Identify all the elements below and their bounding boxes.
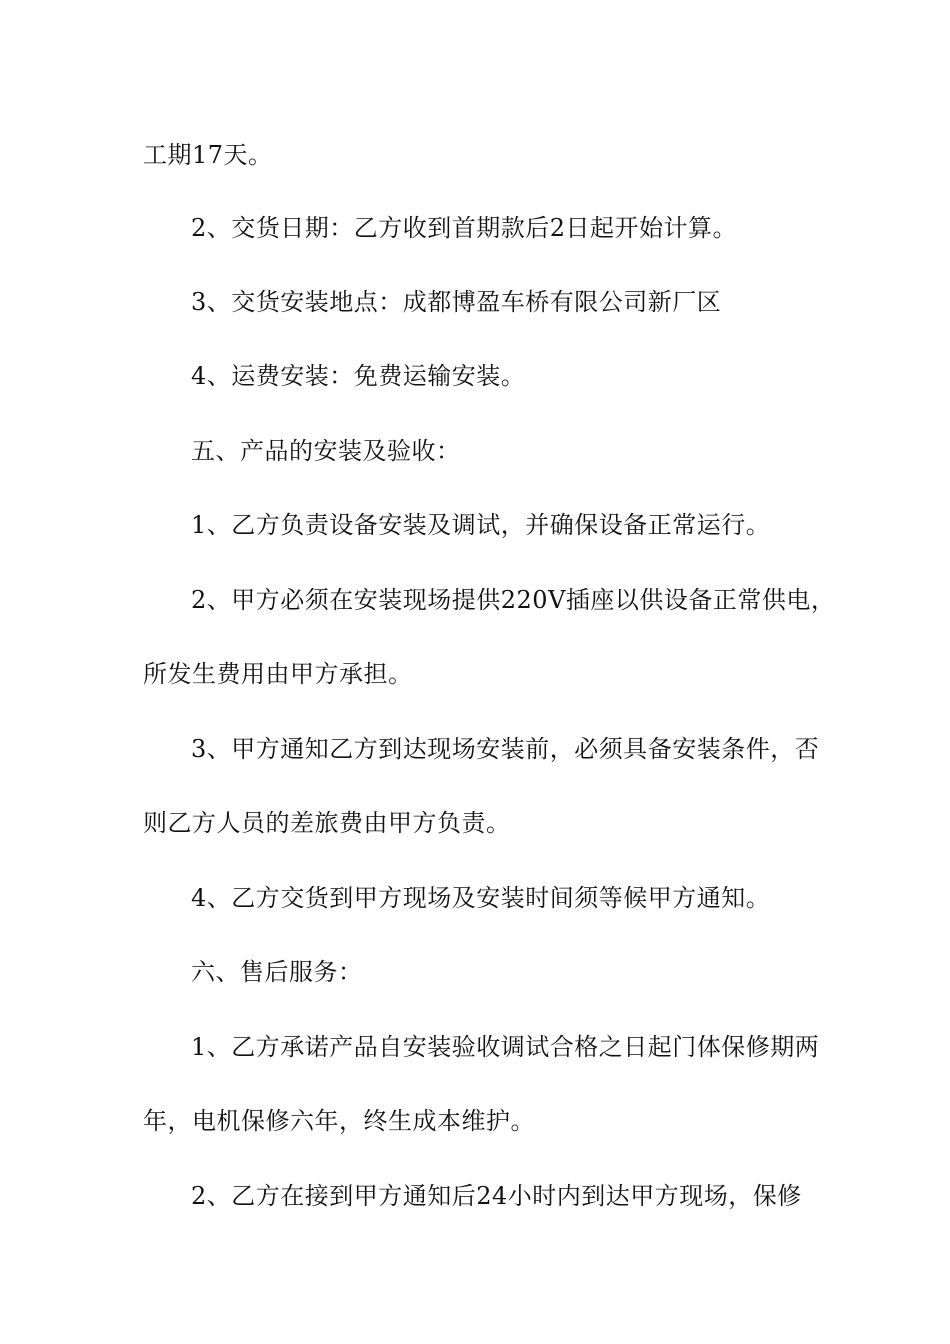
- text-line: 4、乙方交货到甲方现场及安装时间须等候甲方通知。: [191, 884, 771, 912]
- text-line: 2、乙方在接到甲方通知后24小时内到达甲方现场，保修: [191, 1182, 802, 1210]
- text-line: 3、交货安装地点：成都博盈车桥有限公司新厂区: [191, 288, 722, 316]
- text-line: 1、乙方负责设备安装及调试，并确保设备正常运行。: [191, 511, 771, 539]
- text-line: 3、甲方通知乙方到达现场安装前，必须具备安装条件，否: [191, 735, 820, 763]
- text-line: 1、乙方承诺产品自安装验收调试合格之日起门体保修期两: [191, 1033, 820, 1061]
- text-line: 年，电机保修六年，终生成本维护。: [143, 1107, 535, 1135]
- section-heading: 五、产品的安装及验收：: [191, 437, 461, 465]
- text-line: 2、甲方必须在安装现场提供220V插座以供设备正常供电，: [191, 586, 836, 614]
- text-line: 工期17天。: [143, 141, 273, 169]
- section-heading: 六、售后服务：: [191, 958, 363, 986]
- text-line: 2、交货日期：乙方收到首期款后2日起开始计算。: [191, 214, 738, 242]
- text-line: 则乙方人员的差旅费由甲方负责。: [143, 809, 511, 837]
- text-line: 4、运费安装：免费运输安装。: [191, 362, 526, 390]
- text-line: 所发生费用由甲方承担。: [143, 660, 413, 688]
